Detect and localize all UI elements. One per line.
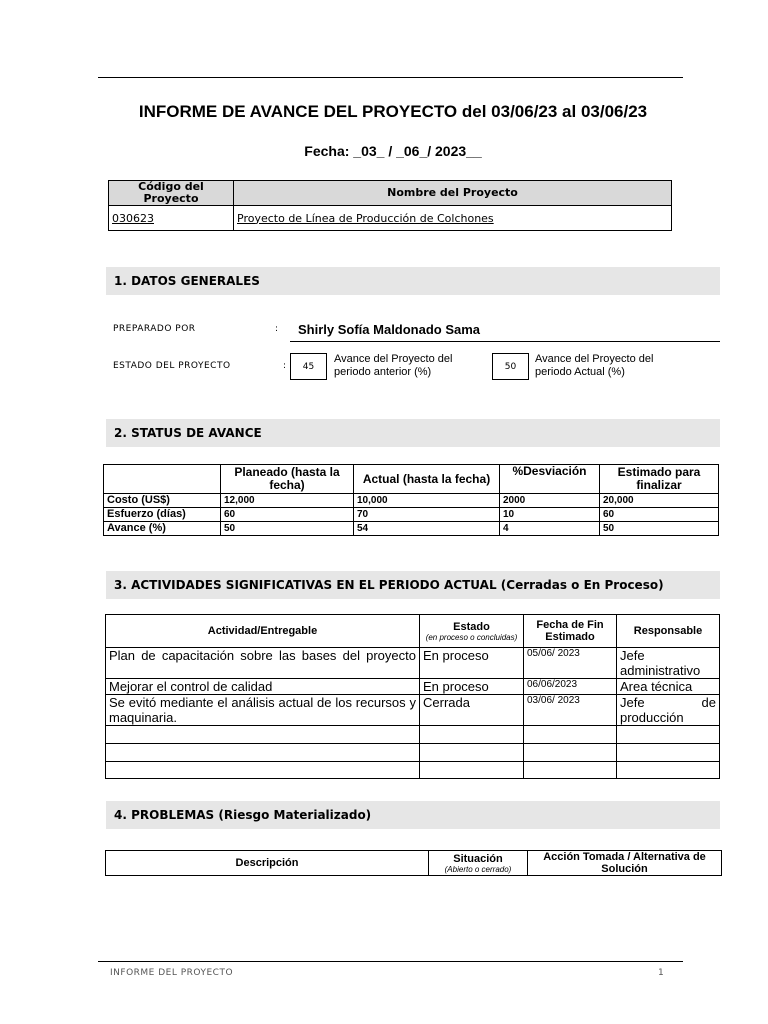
- status-table: [103, 464, 719, 536]
- table-row: [104, 522, 719, 536]
- footer-rule: [98, 961, 683, 962]
- responsable-cell: Area técnica: [617, 679, 720, 695]
- problems-header-row: [106, 851, 722, 876]
- section-title-tail: (Riesgo Materializado): [214, 808, 372, 822]
- prepared-label: PREPARADO POR: [113, 324, 196, 334]
- estado-header: [420, 615, 524, 648]
- status-header-row: [104, 465, 719, 494]
- table-cell: 20,000: [600, 494, 719, 508]
- table-row: [106, 648, 720, 679]
- activity-header: Actividad/Entregable: [106, 615, 420, 648]
- report-date: Fecha: _03_ / _06_/ 2023__: [304, 143, 482, 159]
- project-name: Proyecto de Línea de Producción de Colchones: [234, 206, 672, 231]
- project-table: [108, 180, 672, 231]
- project-code: 030623: [109, 206, 234, 231]
- table-cell: 70: [354, 508, 500, 522]
- accion-header: Acción Tomada / Alternativa de Solución: [528, 851, 722, 876]
- estado-header-sub: (en proceso o concluidas): [425, 632, 518, 642]
- table-cell: 54: [354, 522, 500, 536]
- footer-label: INFORME DEL PROYECTO: [110, 968, 234, 978]
- activity-cell: Mejorar el control de calidad: [106, 679, 420, 695]
- situacion-header-label: Situación: [453, 852, 503, 865]
- status-header: Estimado para finalizar: [600, 465, 719, 494]
- table-cell: 2000: [500, 494, 600, 508]
- table-cell: 50: [221, 522, 354, 536]
- col-code-header: Código del Proyecto: [109, 181, 234, 206]
- status-header: Actual (hasta la fecha): [354, 465, 500, 494]
- fecha-header: Fecha de Fin Estimado: [524, 615, 617, 648]
- estado-cell: Cerrada: [420, 695, 524, 726]
- status-label: ESTADO DEL PROYECTO: [113, 361, 231, 371]
- activity-cell: Se evitó mediante el análisis actual de los recursos y maquinaria.: [106, 695, 420, 726]
- table-cell: 4: [500, 522, 600, 536]
- section-datos-generales: 1. DATOS GENERALES: [106, 267, 720, 295]
- row-label: Avance (%): [104, 522, 221, 536]
- page-number: 1: [658, 968, 665, 978]
- prepared-value: Shirly Sofía Maldonado Sama: [298, 322, 481, 337]
- table-row: [106, 679, 720, 695]
- prev-progress-text: Avance del Proyecto del periodo anterior (%): [334, 353, 453, 378]
- report-title: INFORME DE AVANCE DEL PROYECTO del 03/06/23 al 03/06/23: [138, 102, 648, 121]
- table-cell: 60: [600, 508, 719, 522]
- table-row: [104, 508, 719, 522]
- table-cell: 60: [221, 508, 354, 522]
- table-row: [106, 762, 720, 779]
- responsable-cell: Jefe administrativo: [617, 648, 720, 679]
- section-title: 4. PROBLEMAS: [114, 808, 215, 822]
- activities-table: [105, 614, 720, 779]
- prev-progress-box: 45: [290, 353, 327, 380]
- status-colon: :: [283, 361, 287, 371]
- responsable-header: Responsable: [617, 615, 720, 648]
- section-title-tail: (Cerradas o En Proceso): [496, 578, 664, 592]
- status-header: %Desviación: [500, 465, 600, 494]
- section-title: 3. ACTIVIDADES SIGNIFICATIVAS EN EL PERIODO ACTUAL: [114, 578, 497, 592]
- estado-header-label: Estado: [453, 620, 490, 633]
- situacion-header-sub: (Abierto o cerrado): [444, 864, 512, 874]
- row-label: Esfuerzo (días): [104, 508, 221, 522]
- activity-cell: Plan de capacitación sobre las bases del proyecto: [106, 648, 420, 679]
- table-row: [106, 695, 720, 726]
- fecha-cell: 06/06/2023: [524, 679, 617, 695]
- top-rule: [98, 77, 683, 78]
- activities-header-row: [106, 615, 720, 648]
- fecha-cell: 05/06/ 2023: [524, 648, 617, 679]
- section-problemas: [106, 801, 720, 829]
- prepared-underline: [290, 341, 720, 342]
- responsable-cell: Jefe de producción: [617, 695, 720, 726]
- row-label: Costo (US$): [104, 494, 221, 508]
- problems-table: [105, 850, 722, 876]
- col-name-header: Nombre del Proyecto: [234, 181, 672, 206]
- situacion-header: [429, 851, 528, 876]
- status-header: [104, 465, 221, 494]
- curr-progress-text: Avance del Proyecto del periodo Actual (%): [535, 353, 654, 378]
- fecha-cell: 03/06/ 2023: [524, 695, 617, 726]
- table-cell: 50: [600, 522, 719, 536]
- curr-progress-box: 50: [492, 353, 529, 380]
- table-cell: 10: [500, 508, 600, 522]
- estado-cell: En proceso: [420, 648, 524, 679]
- table-row: [104, 494, 719, 508]
- table-row: [106, 726, 720, 744]
- section-actividades: [106, 571, 720, 599]
- table-row: [106, 744, 720, 762]
- table-cell: 12,000: [221, 494, 354, 508]
- estado-cell: En proceso: [420, 679, 524, 695]
- status-header: Planeado (hasta la fecha): [221, 465, 354, 494]
- prepared-colon: :: [275, 324, 279, 334]
- section-status-avance: 2. STATUS DE AVANCE: [106, 419, 720, 447]
- table-cell: 10,000: [354, 494, 500, 508]
- descripcion-header: Descripción: [106, 851, 429, 876]
